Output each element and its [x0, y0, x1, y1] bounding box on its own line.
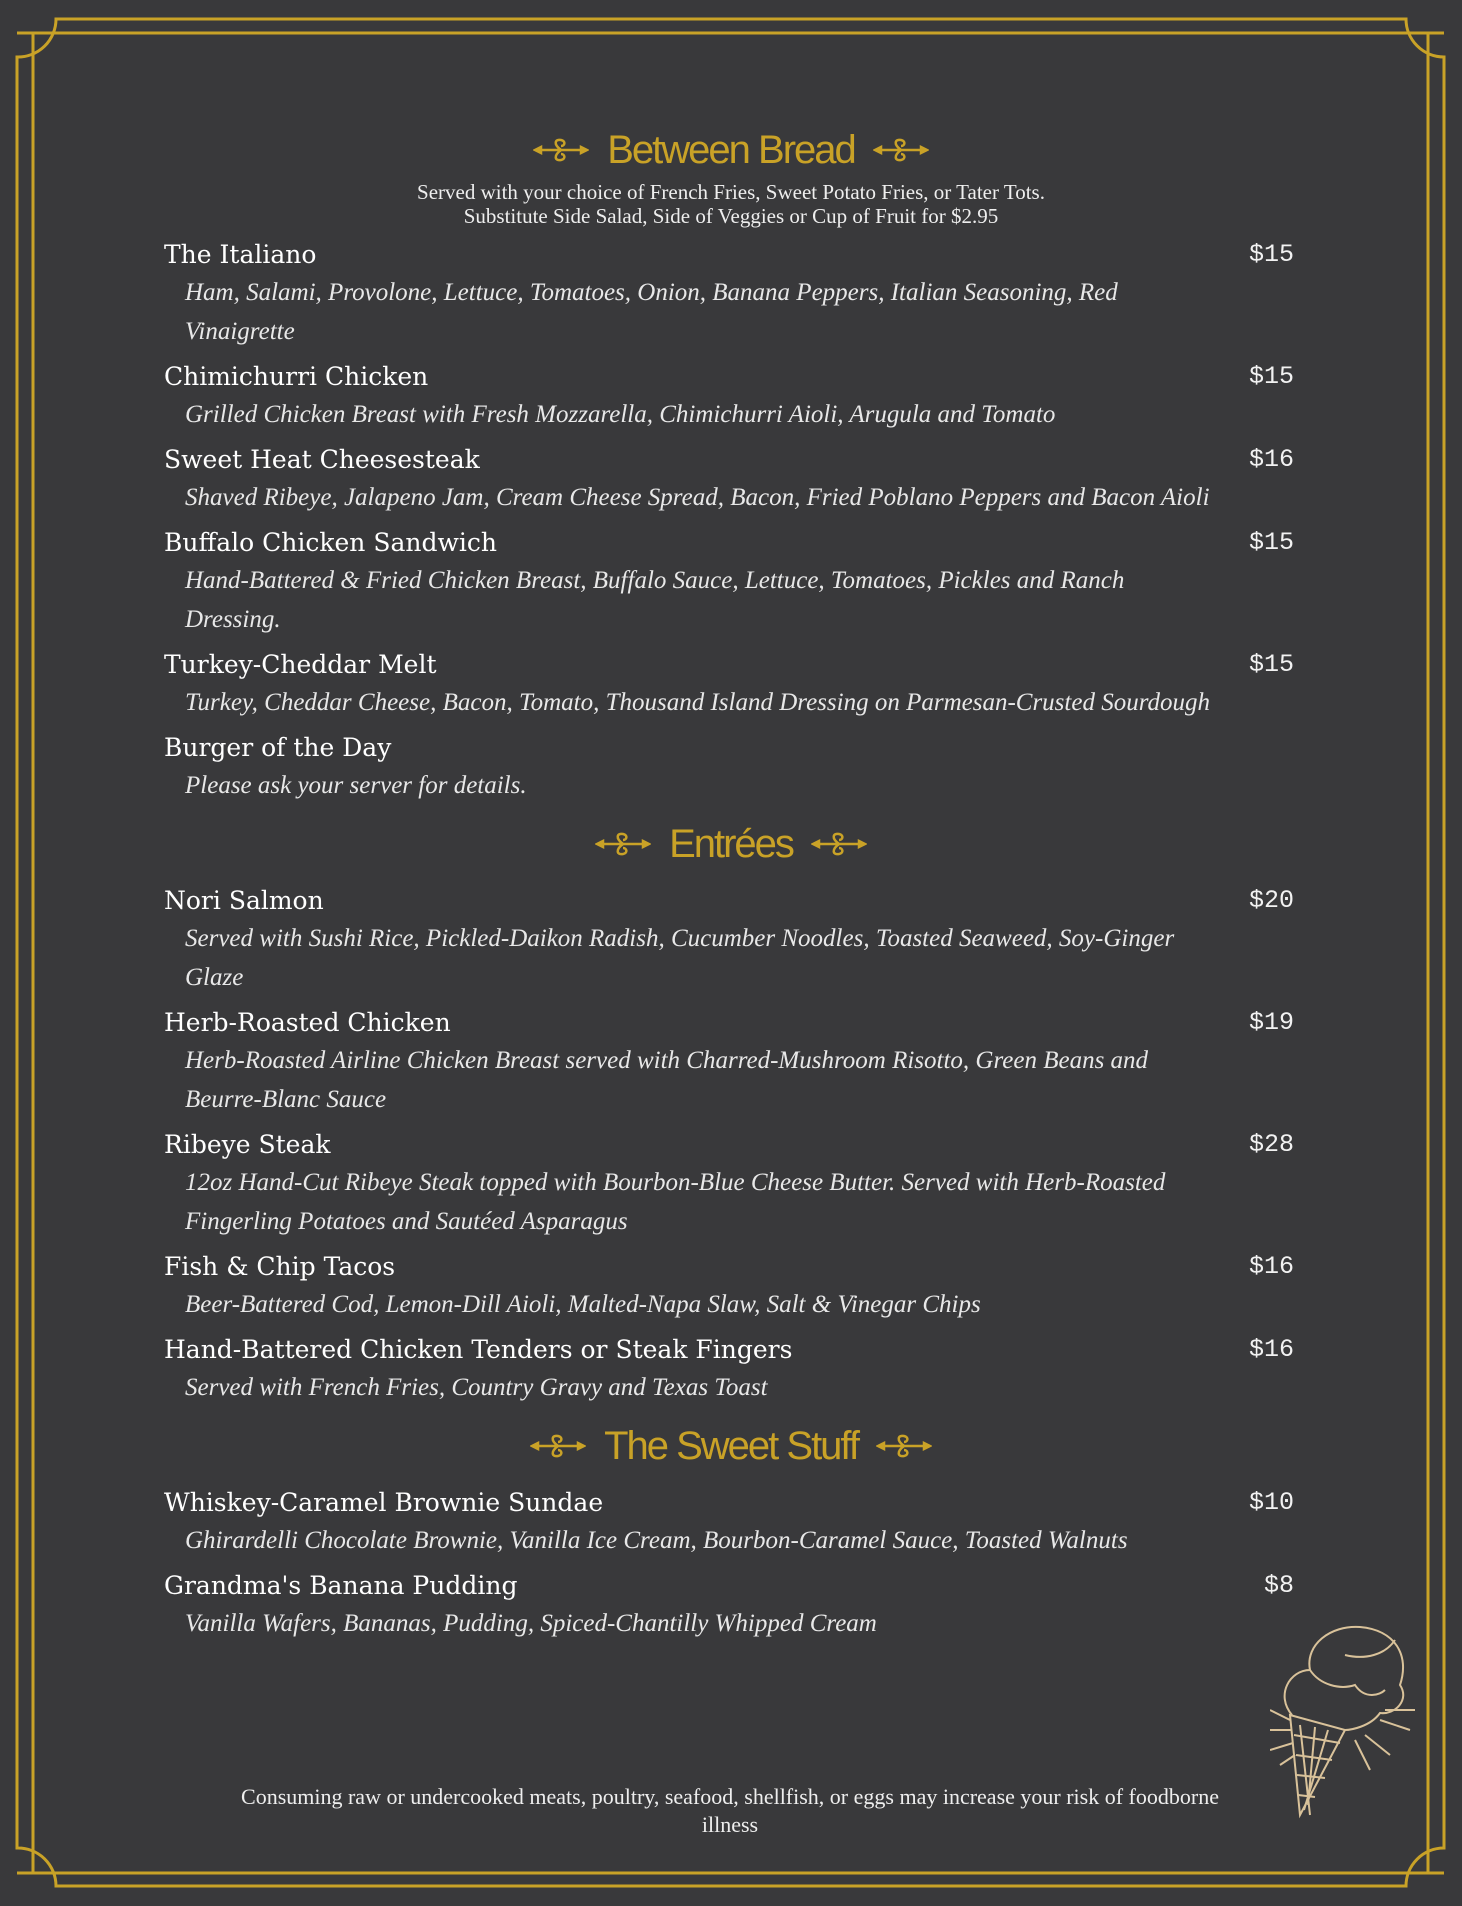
item-price: $19	[1248, 1008, 1294, 1037]
item-description: Herb-Roasted Airline Chicken Breast served with Charred-Mushroom Risotto, Green Beans and Beurre-Blanc Sauce	[185, 1047, 1149, 1113]
flourish-right-icon	[876, 1434, 932, 1458]
item-name: Chimichurri Chicken	[164, 362, 429, 391]
menu-item	[0, 1126, 1462, 1241]
item-price: $28	[1248, 1130, 1294, 1159]
item-name: Burger of the Day	[164, 733, 392, 762]
item-name: Buffalo Chicken Sandwich	[164, 528, 497, 557]
item-price: $15	[1248, 240, 1294, 269]
menu-section	[0, 1414, 1462, 1643]
item-name: Grandma's Banana Pudding	[164, 1571, 518, 1600]
flourish-left-icon	[595, 832, 651, 856]
menu-item	[0, 441, 1462, 517]
item-description: Served with Sushi Rice, Pickled-Daikon Radish, Cucumber Noodles, Toasted Seaweed, Soy-Ginger Glaze	[185, 925, 1175, 991]
ice-cream-cone-illustration	[1270, 1615, 1420, 1845]
flourish-left-icon	[530, 1434, 586, 1458]
item-description: Hand-Battered & Fried Chicken Breast, Buffalo Sauce, Lettuce, Tomatoes, Pickles and Ranch Dressing.	[185, 567, 1125, 633]
item-name: Turkey-Cheddar Melt	[164, 650, 437, 679]
section-heading	[0, 812, 1462, 876]
item-price: $15	[1248, 362, 1294, 391]
flourish-left-icon	[533, 138, 589, 162]
menu-item	[0, 882, 1462, 997]
menu-section	[0, 812, 1462, 1407]
item-price: $16	[1248, 445, 1294, 474]
item-description: Turkey, Cheddar Cheese, Bacon, Tomato, Thousand Island Dressing on Parmesan-Crusted Sourdough	[185, 689, 1210, 716]
item-name: Fish & Chip Tacos	[164, 1252, 396, 1281]
flourish-right-icon	[811, 832, 867, 856]
item-description: Ham, Salami, Provolone, Lettuce, Tomatoes, Onion, Banana Peppers, Italian Seasoning, Red Vinaigrette	[185, 279, 1118, 345]
item-description: Vanilla Wafers, Bananas, Pudding, Spiced-Chantilly Whipped Cream	[185, 1610, 877, 1637]
item-price: $10	[1248, 1488, 1294, 1517]
item-price: $16	[1248, 1252, 1294, 1281]
section-title: Between Bread	[607, 127, 855, 172]
item-description: Grilled Chicken Breast with Fresh Mozzarella, Chimichurri Aioli, Arugula and Tomato	[185, 401, 1056, 428]
menu-content	[0, 118, 1462, 1650]
item-price: $20	[1248, 886, 1294, 915]
flourish-right-icon	[873, 138, 929, 162]
item-price: $16	[1248, 1335, 1294, 1364]
section-title: Entrées	[669, 821, 793, 866]
menu-item	[0, 1567, 1462, 1643]
item-name: Ribeye Steak	[164, 1130, 331, 1159]
section-heading	[0, 118, 1462, 182]
item-name: Nori Salmon	[164, 886, 324, 915]
menu-item	[0, 358, 1462, 434]
item-description: Served with French Fries, Country Gravy and Texas Toast	[185, 1374, 768, 1401]
menu-item	[0, 1484, 1462, 1560]
menu-section	[0, 118, 1462, 805]
menu-item	[0, 1248, 1462, 1324]
item-name: Herb-Roasted Chicken	[164, 1008, 451, 1037]
item-price: $15	[1248, 650, 1294, 679]
menu-item	[0, 646, 1462, 722]
item-name: Whiskey-Caramel Brownie Sundae	[164, 1488, 604, 1517]
item-description: Ghirardelli Chocolate Brownie, Vanilla Ice Cream, Bourbon-Caramel Sauce, Toasted Walnuts	[185, 1527, 1128, 1554]
food-safety-disclaimer: Consuming raw or undercooked meats, poultry, seafood, shellfish, or eggs may increase your risk of foodborne illness	[241, 1784, 1219, 1837]
menu-item	[0, 1331, 1462, 1407]
menu-item	[0, 729, 1462, 805]
item-description: Shaved Ribeye, Jalapeno Jam, Cream Cheese Spread, Bacon, Fried Poblano Peppers and Bacon Aioli	[185, 484, 1210, 511]
menu-item	[0, 236, 1462, 351]
menu-item	[0, 524, 1462, 639]
item-description: Beer-Battered Cod, Lemon-Dill Aioli, Malted-Napa Slaw, Salt & Vinegar Chips	[185, 1291, 981, 1318]
item-description: 12oz Hand-Cut Ribeye Steak topped with Bourbon-Blue Cheese Butter. Served with Herb-Roasted Fingerling Potatoes and Sautéed Asparagus	[185, 1169, 1166, 1235]
section-title: The Sweet Stuff	[604, 1423, 858, 1468]
section-subtitle: Served with your choice of French Fries, Sweet Potato Fries, or Tater Tots.	[417, 180, 1045, 204]
item-price: $8	[1263, 1571, 1294, 1600]
item-price: $15	[1248, 528, 1294, 557]
item-description: Please ask your server for details.	[185, 772, 527, 799]
item-name: Hand-Battered Chicken Tenders or Steak Fingers	[164, 1335, 793, 1364]
menu-item	[0, 1004, 1462, 1119]
item-name: The Italiano	[164, 240, 317, 269]
section-subtitle: Substitute Side Salad, Side of Veggies or Cup of Fruit for $2.95	[463, 204, 999, 228]
section-heading	[0, 1414, 1462, 1478]
item-name: Sweet Heat Cheesesteak	[164, 445, 480, 474]
